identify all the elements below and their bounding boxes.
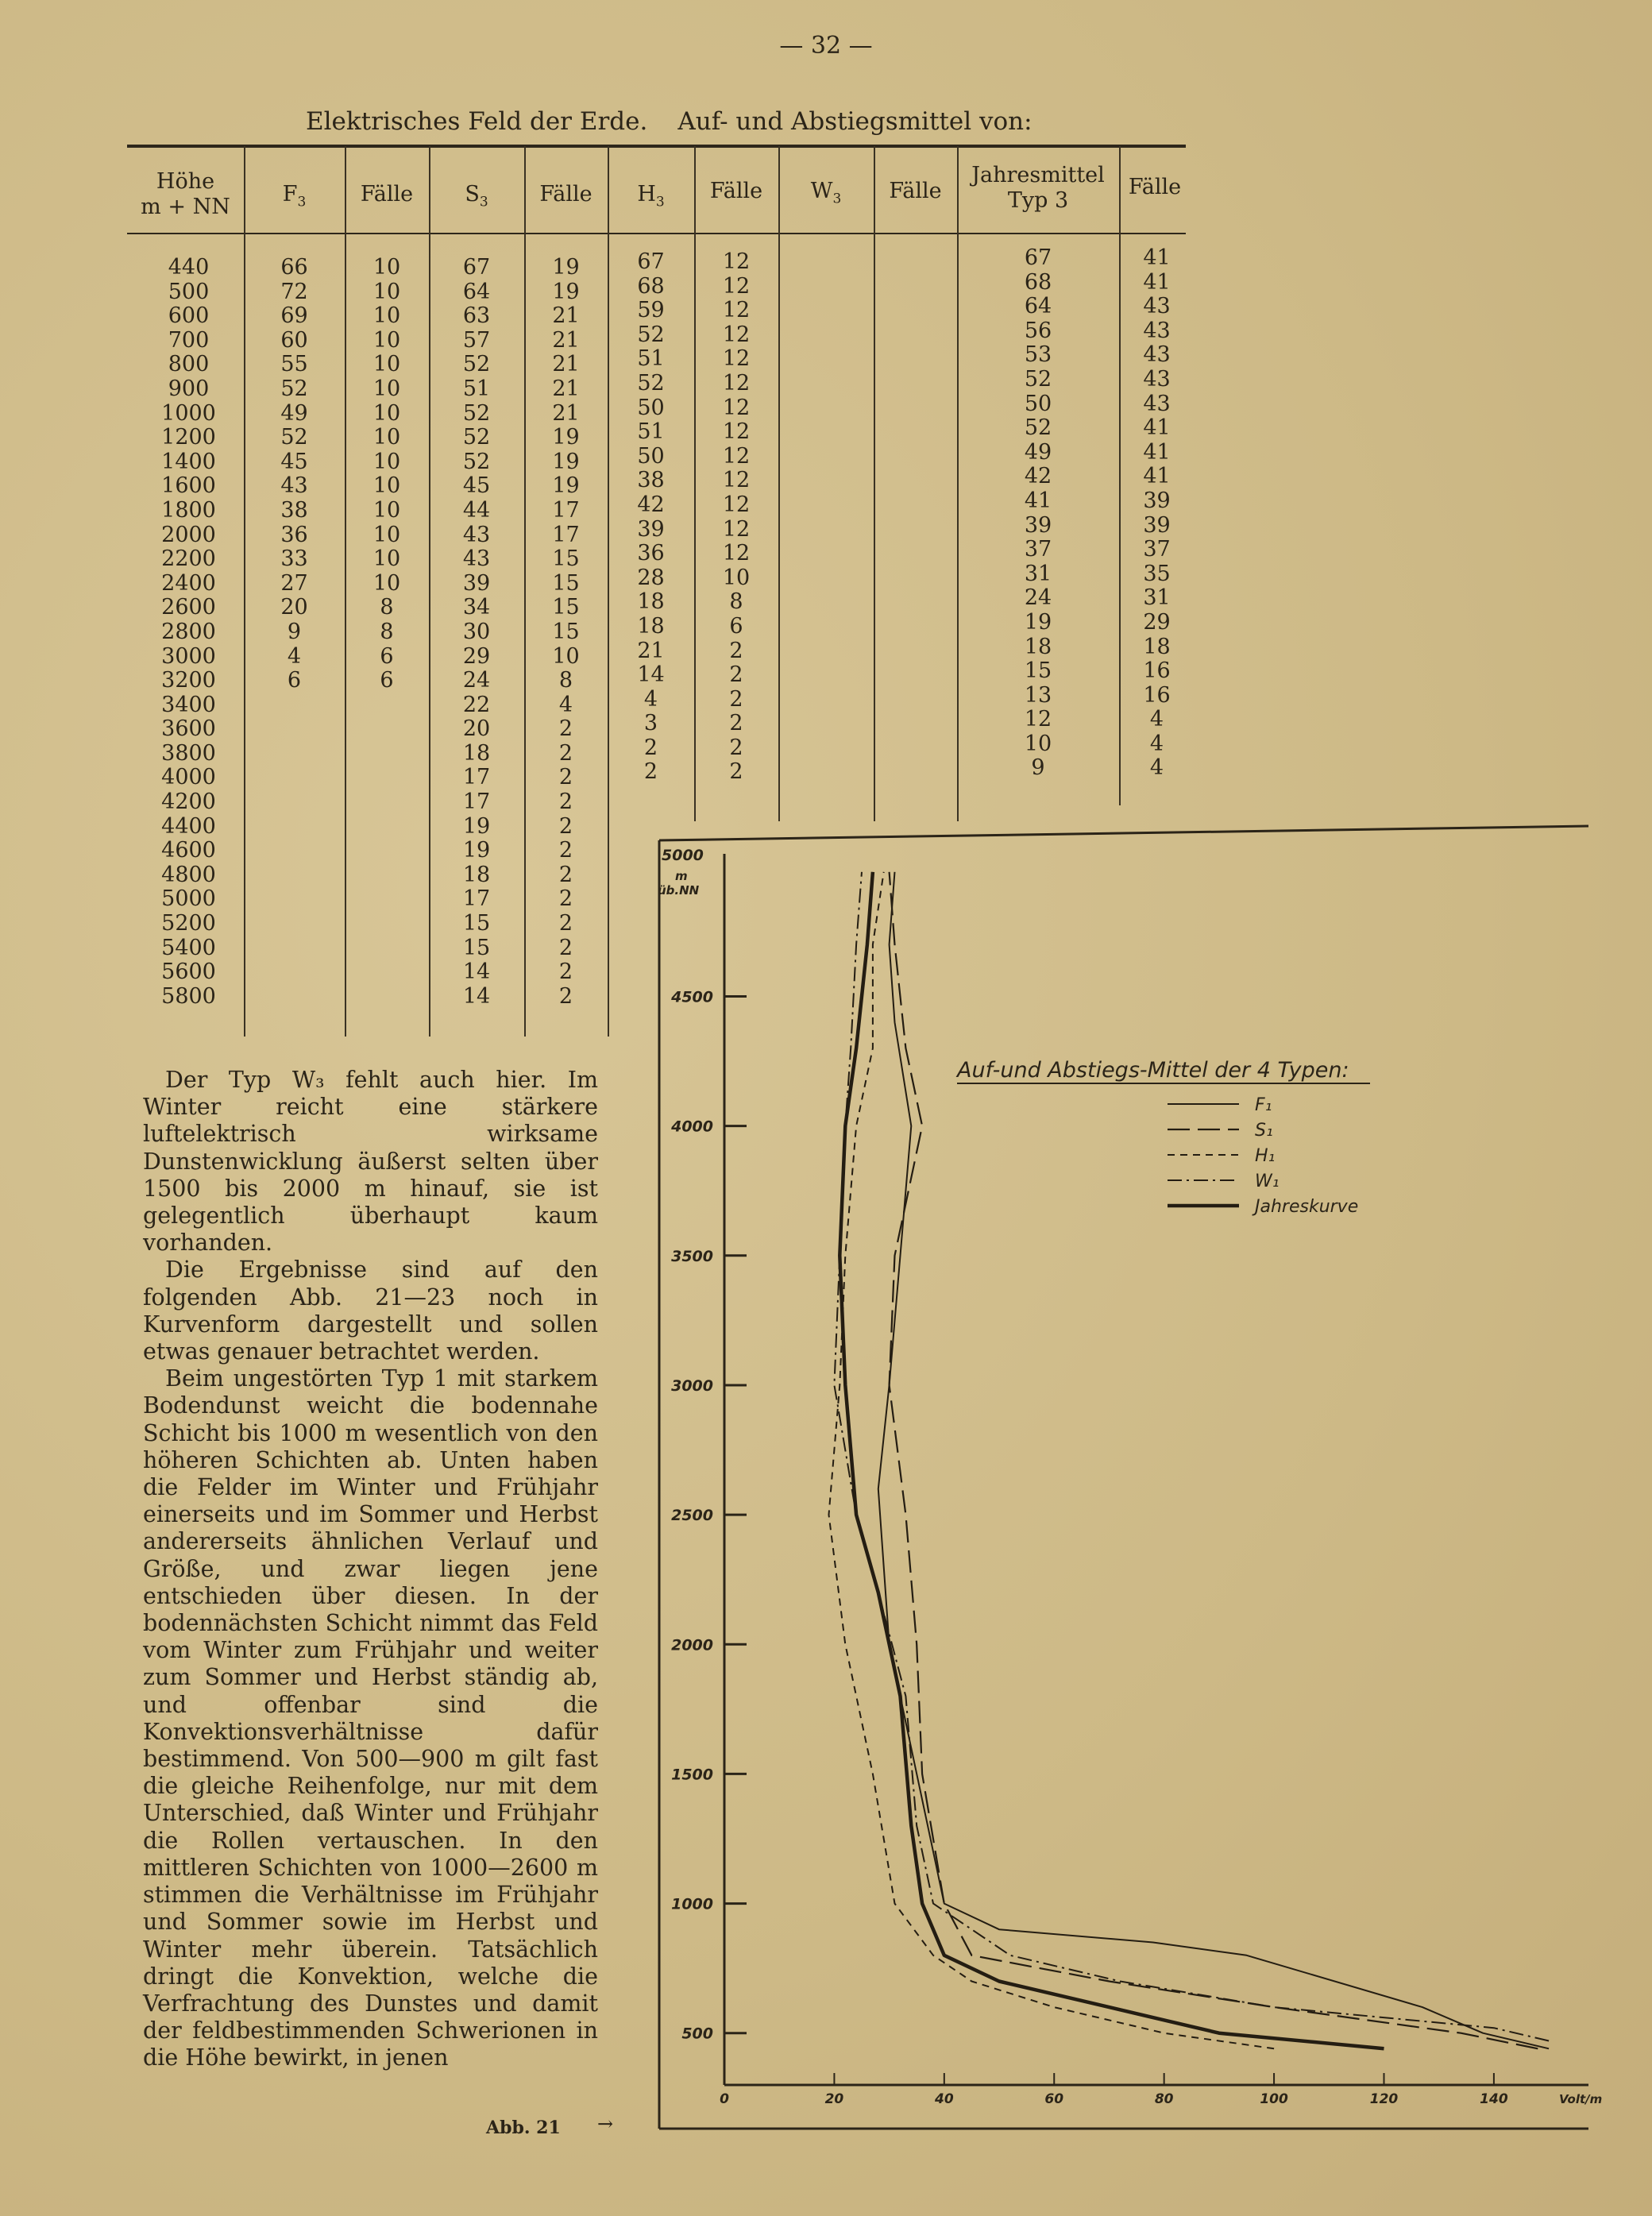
table-cell: 10: [1024, 731, 1052, 756]
table-cell: 4800: [161, 862, 216, 887]
table-cell: 67: [637, 249, 665, 274]
chart-title: Auf-und Abstiegs-Mittel der 4 Typen:: [957, 1058, 1349, 1083]
table-cell: 20: [280, 595, 308, 620]
table-cell: 27: [280, 570, 308, 596]
table-cell: 52: [637, 322, 665, 347]
table-cell: 33: [280, 546, 308, 572]
table-cell: 1000: [161, 400, 216, 426]
table-cell: 8: [729, 589, 743, 615]
table-cell: 2: [558, 838, 573, 863]
y-tick-label: 2000: [671, 1636, 713, 1654]
table-cell: 12: [722, 468, 751, 493]
table-cell: 4: [643, 686, 658, 712]
x-tick-label: 0: [720, 2091, 729, 2107]
table-cell: 5000: [161, 886, 216, 912]
table-cell: 39: [637, 516, 665, 542]
table-cell: 18: [637, 613, 665, 639]
table-cell: 36: [637, 541, 665, 566]
header-w3-letter: W: [810, 179, 833, 203]
legend-label: S₁: [1255, 1121, 1273, 1141]
table-cell: 12: [722, 395, 751, 420]
table-cell: 43: [1143, 366, 1171, 392]
y-axis-top-label: 5000: [662, 847, 704, 864]
table-cell: 2: [729, 662, 743, 688]
table-cell: 10: [372, 497, 401, 523]
table-cell: 12: [722, 370, 751, 396]
table-cell: 41: [1024, 488, 1052, 513]
table-cell: 2: [729, 711, 743, 736]
table-cell: 52: [462, 449, 491, 474]
table-cell: 10: [552, 643, 580, 669]
table-cell: 18: [462, 740, 491, 766]
table-cell: 43: [1143, 294, 1171, 319]
table-cell: 17: [462, 789, 491, 815]
table-cell: 19: [552, 255, 580, 280]
header-faelle-s3: Fälle: [539, 182, 592, 207]
table-cell: 29: [462, 643, 491, 669]
table-cell: 4200: [161, 789, 216, 815]
table-cell: 43: [1143, 318, 1171, 343]
table-cell: 12: [722, 298, 751, 323]
table-cell: 10: [372, 400, 401, 426]
table-cell: 10: [372, 546, 401, 572]
series-line-3: [834, 872, 1549, 2041]
table-cell: 2200: [161, 546, 216, 572]
table-cell: 5600: [161, 959, 216, 985]
table-cell: 52: [637, 370, 665, 396]
legend-label: W₁: [1255, 1172, 1280, 1191]
table-cell: 56: [1024, 318, 1052, 343]
table-cell: 10: [372, 352, 401, 377]
table-cell: 28: [637, 565, 665, 590]
table-cell: 17: [552, 497, 580, 523]
chart-legend: [1168, 1095, 1358, 1217]
table-cell: 55: [280, 352, 308, 377]
table-cell: 43: [1143, 342, 1171, 368]
table-cell: 4600: [161, 838, 216, 863]
table-cell: 4400: [161, 813, 216, 839]
caption-arrow-icon: →: [597, 2113, 614, 2135]
table-cell: 10: [372, 255, 401, 280]
table-cell: 4: [287, 643, 302, 669]
table-cell: 16: [1143, 658, 1171, 684]
y-tick-label: 4500: [671, 988, 713, 1006]
table-cell: 14: [462, 959, 491, 985]
y-tick-label: 3000: [671, 1376, 713, 1395]
table-cell: 19: [462, 838, 491, 863]
x-tick-label: 20: [824, 2091, 844, 2107]
table-cell: 21: [552, 376, 580, 401]
table-cell: 12: [722, 322, 751, 347]
table-cell: 21: [637, 638, 665, 663]
header-h3-letter: H: [637, 182, 656, 207]
table-cell: 15: [462, 911, 491, 936]
table-cell: 29: [1143, 609, 1171, 635]
table-cell: 52: [1024, 415, 1052, 441]
table-caption-right: Auf- und Abstiegsmittel von:: [677, 107, 1032, 136]
x-tick-label: 100: [1260, 2091, 1288, 2107]
table-cell: 37: [1143, 537, 1171, 562]
table-cell: 3200: [161, 668, 216, 693]
table-cell: 6: [729, 613, 743, 639]
table-cell: 6: [380, 668, 394, 693]
table-cell: 3800: [161, 740, 216, 766]
table-cell: 41: [1143, 439, 1171, 465]
table-cell: 15: [1024, 658, 1052, 684]
header-faelle-jahres: Fälle: [1128, 175, 1182, 199]
table-cell: 2400: [161, 570, 216, 596]
chart-frame-top: [659, 826, 1588, 840]
table-cell: 10: [372, 425, 401, 450]
table-caption-left: Elektrisches Feld der Erde.: [306, 107, 648, 136]
paragraph-2: Die Ergebnisse sind auf den folgenden Abb. 21—23 noch in Kurvenform dargestellt und sollen etwas genauer betrachtet werden.: [143, 1257, 598, 1365]
table-cell: 19: [462, 813, 491, 839]
table-cell: 2: [558, 813, 573, 839]
table-cell: 10: [722, 565, 751, 590]
table-cell: 10: [372, 473, 401, 499]
table-cell: 18: [1024, 634, 1052, 659]
table-cell: 52: [280, 376, 308, 401]
header-jahresmittel-typ: Typ 3: [1007, 188, 1069, 213]
x-tick-label: 40: [934, 2091, 954, 2107]
table-cell: 68: [1024, 269, 1052, 295]
table-cell: 64: [462, 279, 491, 304]
table-cell: 8: [380, 595, 394, 620]
table-cell: 49: [1024, 439, 1052, 465]
table-cell: 34: [462, 595, 491, 620]
table-cell: 2: [558, 789, 573, 815]
table-cell: 2000: [161, 522, 216, 547]
table-cell: 4: [1149, 755, 1164, 781]
header-faelle-h3: Fälle: [709, 179, 763, 203]
table-cell: 9: [287, 619, 302, 644]
header-s3-sub: 3: [479, 194, 488, 210]
table-cell: 9: [1031, 755, 1045, 781]
table-cell: 10: [372, 522, 401, 547]
table-cell: 4: [1149, 707, 1164, 732]
table-cell: 8: [558, 668, 573, 693]
table-cell: 10: [372, 376, 401, 401]
table-cell: 39: [462, 570, 491, 596]
table-cell: 12: [722, 249, 751, 274]
header-jahresmittel-label: Jahresmittel: [971, 163, 1105, 187]
table-cell: 50: [637, 443, 665, 469]
table-cell: 41: [1143, 464, 1171, 489]
table-cell: 16: [1143, 682, 1171, 708]
table-cell: 22: [462, 692, 491, 717]
table-cell: 1400: [161, 449, 216, 474]
table-cell: 19: [552, 449, 580, 474]
table-cell: 31: [1143, 585, 1171, 611]
table-cell: 2: [558, 935, 573, 960]
y-tick-label: 500: [681, 2025, 713, 2043]
table-cell: 500: [168, 279, 210, 304]
header-w3-sub: 3: [832, 191, 842, 207]
table-cell: 3600: [161, 716, 216, 742]
table-cell: 38: [280, 497, 308, 523]
table-cell: 52: [462, 425, 491, 450]
table-cell: 21: [552, 400, 580, 426]
table-cell: 19: [552, 425, 580, 450]
table-cell: 49: [280, 400, 308, 426]
table-cell: 45: [280, 449, 308, 474]
table-cell: 67: [462, 255, 491, 280]
page-number: — 32 —: [779, 32, 873, 60]
x-tick-label: 80: [1154, 2091, 1174, 2107]
y-tick-label: 2500: [671, 1507, 713, 1525]
table-cell: 14: [462, 983, 491, 1009]
table-cell: 10: [372, 327, 401, 353]
table-cell: 52: [1024, 366, 1052, 392]
table-cell: 2: [729, 759, 743, 785]
series-line-2: [829, 872, 1275, 2049]
table-cell: 12: [722, 541, 751, 566]
table-cell: 15: [552, 570, 580, 596]
table-cell: 2: [729, 638, 743, 663]
table-cell: 52: [462, 352, 491, 377]
table-cell: 43: [462, 522, 491, 547]
table-cell: 2800: [161, 619, 216, 644]
table-cell: 5400: [161, 935, 216, 960]
table-cell: 53: [1024, 342, 1052, 368]
table-cell: 24: [462, 668, 491, 693]
x-tick-label: 140: [1480, 2091, 1508, 2107]
table-cell: 12: [722, 346, 751, 372]
header-hoehe-label: Höhe: [156, 169, 215, 194]
table-cell: 64: [1024, 294, 1052, 319]
table-cell: 30: [462, 619, 491, 644]
table-cell: 60: [280, 327, 308, 353]
table-cell: 69: [280, 303, 308, 329]
table-cell: 13: [1024, 682, 1052, 708]
table-cell: 5200: [161, 911, 216, 936]
x-tick-label: 120: [1369, 2091, 1399, 2107]
table-cell: 15: [552, 546, 580, 572]
table-cell: 19: [552, 473, 580, 499]
table-cell: 6: [380, 643, 394, 669]
table-cell: 19: [552, 279, 580, 304]
header-faelle-w3: Fälle: [889, 179, 942, 203]
table-cell: 43: [462, 546, 491, 572]
table-cell: 18: [462, 862, 491, 887]
table-cell: 20: [462, 716, 491, 742]
series-line-0: [878, 872, 1549, 2049]
table-cell: 51: [637, 419, 665, 445]
table-cell: 2: [558, 765, 573, 790]
table-cell: 1800: [161, 497, 216, 523]
table-cell: 15: [552, 595, 580, 620]
table-cell: 10: [372, 570, 401, 596]
y-axis-unit: m: [675, 869, 688, 883]
table-cell: 51: [462, 376, 491, 401]
table-cell: 41: [1143, 269, 1171, 295]
header-f3-sub: 3: [297, 194, 307, 210]
table-cell: 35: [1143, 561, 1171, 586]
table-cell: 17: [462, 886, 491, 912]
table-cell: 2: [643, 735, 658, 760]
figure-caption: Abb. 21: [486, 2118, 561, 2138]
paragraph-3: Beim ungestörten Typ 1 mit starkem Bodendunst weicht die bodennahe Schicht bis 1000 m wesentlich von den höheren Schichten ab. Unten haben die Felder im Winter und Frühjahr einerseits und im Sommer und Herbst andererseits ähnlichen Verlauf und Größe, und zwar liegen jene entschieden über diesen. In der bodennächsten Schicht nimmt das Feld vom Winter zum Frühjahr und weiter zum Sommer und Herbst ständig ab, und offenbar sind die Konvektionsverhältnisse dafür bestimmend. Von 500—900 m gilt fast die gleiche Reihenfolge, nur mit dem Unterschied, daß Winter und Frühjahr die Rollen vertauschen. In den mittleren Schichten von 1000—2600 m stimmen die Verhältnisse im Frühjahr und Sommer sowie im Herbst und Winter mehr überein. Tatsächlich dringt die Konvektion, welche die Verfrachtung des Dunstes und damit der feldbestimmenden Schwerionen in die Höhe bewirkt, in jenen: [143, 1365, 598, 2071]
table-cell: 2: [729, 686, 743, 712]
table-cell: 38: [637, 468, 665, 493]
table-cell: 43: [280, 473, 308, 499]
table-cell: 17: [462, 765, 491, 790]
table-cell: 21: [552, 352, 580, 377]
table-cell: 2: [558, 716, 573, 742]
table-cell: 67: [1024, 245, 1052, 270]
table-cell: 8: [380, 619, 394, 644]
table-cell: 12: [722, 273, 751, 299]
y-tick-label: 3500: [671, 1247, 713, 1265]
table-cell: 900: [168, 376, 210, 401]
table-cell: 50: [637, 395, 665, 420]
table-cell: 4: [558, 692, 573, 717]
table-cell: 4000: [161, 765, 216, 790]
table-cell: 72: [280, 279, 308, 304]
y-tick-label: 4000: [671, 1118, 713, 1136]
table-cell: 4: [1149, 731, 1164, 756]
table-cell: 52: [462, 400, 491, 426]
table-cell: 2: [558, 959, 573, 985]
table-cell: 21: [552, 303, 580, 329]
table-cell: 50: [1024, 391, 1052, 416]
table-cell: 2: [729, 735, 743, 760]
table-cell: 2: [558, 886, 573, 912]
legend-label: F₁: [1255, 1095, 1272, 1115]
table-cell: 45: [462, 473, 491, 499]
x-axis-unit: Volt/m: [1559, 2092, 1603, 2106]
series-line-4: [840, 872, 1384, 2049]
table-cell: 59: [637, 298, 665, 323]
table-cell: 36: [280, 522, 308, 547]
header-faelle-f3: Fälle: [360, 182, 414, 207]
table-cell: 3000: [161, 643, 216, 669]
table-cell: 5800: [161, 983, 216, 1009]
paragraph-1: Der Typ W₃ fehlt auch hier. Im Winter reicht eine stärkere luftelektrisch wirksame Dunstenwicklung äußerst selten über 1500 bis 2000 m hinauf, sie ist gelegentlich überhaupt kaum vorhanden.: [143, 1067, 598, 1257]
table-cell: 10: [372, 279, 401, 304]
table-cell: 12: [722, 492, 751, 517]
table-cell: 10: [372, 303, 401, 329]
table-cell: 37: [1024, 537, 1052, 562]
header-hoehe-unit: m + NN: [141, 195, 230, 219]
y-axis-ref: üb.NN: [658, 883, 700, 898]
table-cell: 12: [1024, 707, 1052, 732]
table-cell: 39: [1024, 512, 1052, 538]
table-cell: 42: [1024, 464, 1052, 489]
table-cell: 10: [372, 449, 401, 474]
table-cell: 24: [1024, 585, 1052, 611]
table-cell: 12: [722, 516, 751, 542]
table-cell: 68: [637, 273, 665, 299]
header-h3-sub: 3: [655, 194, 665, 210]
table-cell: 1200: [161, 425, 216, 450]
table-cell: 2: [558, 983, 573, 1009]
table-cell: 19: [1024, 609, 1052, 635]
table-cell: 3: [643, 711, 658, 736]
table-cell: 15: [462, 935, 491, 960]
y-tick-label: 1000: [671, 1895, 713, 1913]
y-tick-label: 1500: [671, 1766, 713, 1784]
table-cell: 2: [558, 740, 573, 766]
table-cell: 31: [1024, 561, 1052, 586]
table-cell: 2: [558, 911, 573, 936]
x-tick-label: 60: [1044, 2091, 1064, 2107]
table-cell: 2600: [161, 595, 216, 620]
table-cell: 18: [637, 589, 665, 615]
table-cell: 1600: [161, 473, 216, 499]
table-cell: 6: [287, 668, 302, 693]
table-cell: 2: [558, 862, 573, 887]
table-cell: 17: [552, 522, 580, 547]
table-cell: 2: [643, 759, 658, 785]
legend-label: Jahreskurve: [1255, 1197, 1359, 1217]
legend-label: H₁: [1255, 1146, 1276, 1166]
table-cell: 700: [168, 327, 210, 353]
table-cell: 18: [1143, 634, 1171, 659]
table-cell: 44: [462, 497, 491, 523]
table-cell: 41: [1143, 415, 1171, 441]
table-cell: 63: [462, 303, 491, 329]
header-s3-letter: S: [465, 182, 480, 207]
table-cell: 12: [722, 419, 751, 445]
table-cell: 39: [1143, 488, 1171, 513]
table-cell: 66: [280, 255, 308, 280]
table-cell: 440: [168, 255, 210, 280]
table-cell: 51: [637, 346, 665, 372]
table-cell: 42: [637, 492, 665, 517]
table-cell: 41: [1143, 245, 1171, 270]
table-cell: 15: [552, 619, 580, 644]
table-cell: 800: [168, 352, 210, 377]
series-line-1: [890, 872, 1538, 2049]
table-cell: 12: [722, 443, 751, 469]
table-cell: 43: [1143, 391, 1171, 416]
table-cell: 21: [552, 327, 580, 353]
header-f3-letter: F: [282, 182, 298, 207]
table-cell: 57: [462, 327, 491, 353]
table-cell: 600: [168, 303, 210, 329]
table-cell: 39: [1143, 512, 1171, 538]
table-cell: 52: [280, 425, 308, 450]
table-cell: 3400: [161, 692, 216, 717]
table-cell: 14: [637, 662, 665, 688]
